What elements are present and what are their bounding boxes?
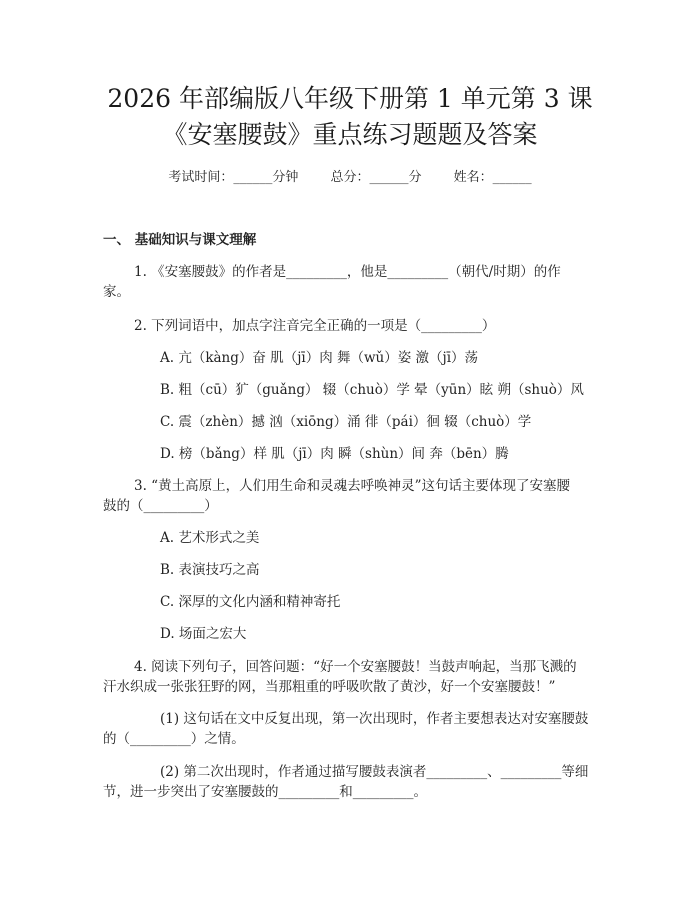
question-2-stem: 2. 下列词语中，加点字注音完全正确的一项是（_________） [134, 318, 496, 334]
question-4-sub1-line1: (1) 这句话在文中反复出现，第一次出现时，作者主要想表达对安塞腰鼓 [160, 711, 589, 727]
exam-score-field: 总分：______分 [330, 170, 422, 185]
question-2-option-b: B. 粗（cū）犷（guǎng） 辍（chuò）学 晕（yūn）眩 朔（shuò）风 [160, 382, 584, 398]
question-3-option-a: A. 艺术形式之美 [160, 530, 260, 546]
exam-info [0, 168, 700, 188]
question-3-line1: 3. “黄土高原上，人们用生命和灵魂去呼唤神灵”这句话主要体现了安塞腰 [134, 478, 570, 494]
question-2-option-d: D. 榜（bǎng）样 肌（jī）肉 瞬（shùn）间 奔（bēn）腾 [160, 446, 509, 462]
section-1-title: 一、 基础知识与课文理解 [103, 232, 257, 248]
document-title-line2: 《安塞腰鼓》重点练习题题及答案 [162, 120, 538, 149]
question-2-option-a: A. 亢（kàng）奋 肌（jī）肉 舞（wǔ）姿 激（jī）荡 [160, 350, 479, 366]
question-4-sub2-line2: 节，进一步突出了安塞腰鼓的_________和_________。 [103, 784, 427, 800]
question-4-line1: 4. 阅读下列句子，回答问题：“好一个安塞腰鼓！当鼓声响起，当那飞溅的 [134, 659, 577, 675]
question-3-line2: 鼓的（_________） [103, 498, 218, 514]
document-title-line1: 2026 年部编版八年级下册第 1 单元第 3 课 [107, 84, 593, 113]
question-3-option-d: D. 场面之宏大 [160, 626, 247, 642]
question-4-sub2-line1: (2) 第二次出现时，作者通过描写腰鼓表演者_________、_________等细 [160, 764, 589, 780]
question-1-line2: 家。 [103, 284, 130, 300]
question-3-option-c: C. 深厚的文化内涵和精神寄托 [160, 594, 341, 610]
exam-name-field: 姓名：______ [453, 170, 532, 185]
question-4-line2: 汗水织成一张张狂野的网，当那粗重的呼吸吹散了黄沙，好一个安塞腰鼓！” [103, 679, 556, 695]
question-1-line1: 1. 《安塞腰鼓》的作者是_________，他是_________（朝代/时期）的作 [134, 264, 561, 280]
question-4-sub1-line2: 的（_________）之情。 [103, 731, 245, 747]
question-2-option-c: C. 震（zhèn）撼 汹（xiōng）涌 徘（pái）徊 辍（chuò）学 [160, 414, 532, 430]
question-3-option-b: B. 表演技巧之高 [160, 562, 260, 578]
exam-time-field: 考试时间：______分钟 [168, 170, 299, 185]
